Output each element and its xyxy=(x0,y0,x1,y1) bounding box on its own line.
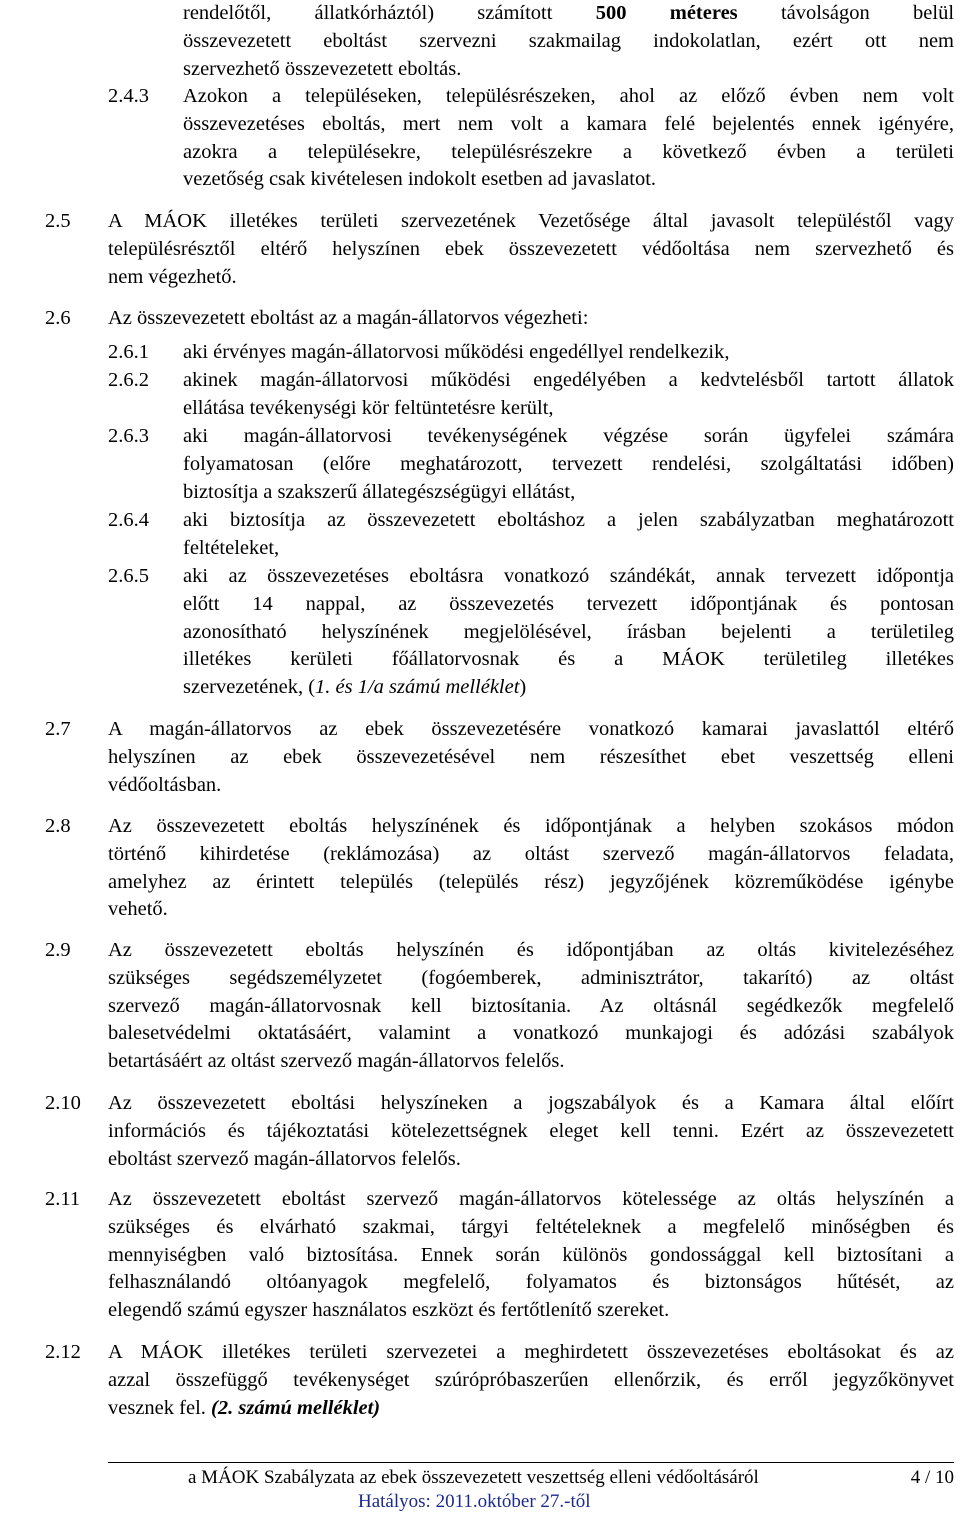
section-2-6-1 xyxy=(108,339,954,367)
text-line: amelyhez az érintett település (település rész) jegyzőjének közreműködése igénybe xyxy=(108,870,954,893)
section-2-6-3 xyxy=(108,423,954,506)
section-number: 2.12 xyxy=(45,1341,81,1363)
text-line: Az összevezetett eboltás helyszínén és időpontjában az oltás kivitelezéséhez xyxy=(108,939,954,961)
text-line: ellátása tevékenységi kör feltüntetésre került, xyxy=(183,396,554,419)
section-number: 2.9 xyxy=(45,939,71,961)
text-line: aki az összevezetéses eboltásra vonatkozó szándékát, annak tervezett időpontja xyxy=(183,565,954,587)
text-line: elegendő számú egyszer használatos eszközt és fertőtlenítő szereket. xyxy=(108,1299,670,1322)
section-number: 2.5 xyxy=(45,210,71,232)
text-line: Az összevezetett eboltási helyszíneken a jogszabályok és a Kamara által előírt xyxy=(108,1092,954,1114)
text-line: szervezetének, (1. és 1/a számú melléklet) xyxy=(183,676,527,699)
section-heading: Az összevezetett eboltást az a magán-állatorvos végezheti: xyxy=(108,307,589,329)
section-2-6 xyxy=(45,305,954,333)
text-line: azzal összefüggő tevékenységet szúrópróbaszerűen ellenőrzik, és erről jegyzőkönyvet xyxy=(108,1368,954,1391)
section-2-5 xyxy=(45,208,954,291)
text-line: feltételeket, xyxy=(183,536,280,559)
text-line: védőoltásban. xyxy=(108,773,222,796)
section-number: 2.6 xyxy=(45,307,71,329)
section-2-10 xyxy=(45,1090,954,1173)
section-2-6-2 xyxy=(108,367,954,423)
text-line: A magán-állatorvos az ebek összevezetésére vonatkozó kamarai javaslattól eltérő xyxy=(108,718,954,740)
text-line: szükséges és elvárható szakmai, tárgyi feltételeknek a megfelelő minőségben és xyxy=(108,1215,954,1238)
section-2-12 xyxy=(45,1339,954,1422)
text-line: vezetőség csak kivételesen indokolt esetben ad javaslatot. xyxy=(183,168,657,191)
text-line: Az összevezetett eboltást szervező magán-állatorvos kötelessége az oltás helyszínén a xyxy=(108,1188,954,1210)
text-line: balesetvédelmi oktatásáért, valamint a vonatkozó munkajogi és adózási szabályok xyxy=(108,1022,954,1045)
section-number: 2.4.3 xyxy=(108,85,149,107)
section-number: 2.6.4 xyxy=(108,509,149,531)
text-line: nem végezhető. xyxy=(108,265,237,288)
text-line: illetékes kerületi főállatorvosnak és a MÁOK területileg illetékes xyxy=(183,648,954,671)
annex-reference: (2. számú melléklet) xyxy=(211,1396,381,1419)
text-line: akinek magán-állatorvosi működési engedélyében a kedvtelésből tartott állatok xyxy=(183,369,954,391)
text-line: azonosítható helyszínének megjelölésével, írásban bejelenti a területileg xyxy=(183,620,954,643)
section-number: 2.11 xyxy=(45,1188,81,1210)
text-line: Azokon a településeken, településrészeken, ahol az előző évben nem volt xyxy=(183,85,954,107)
text-line: aki biztosítja az összevezetett eboltáshoz a jelen szabályzatban meghatározott xyxy=(183,509,954,531)
text-line: betartásáért az oltást szervező magán-állatorvos felelős. xyxy=(108,1050,565,1073)
annex-reference: 1. és 1/a számú melléklet xyxy=(315,676,520,699)
text-line: történő kihirdetése (reklámozása) az oltást szervező magán-állatorvos feladata, xyxy=(108,842,954,865)
section-number: 2.10 xyxy=(45,1092,81,1114)
text-line: A MÁOK illetékes területi szervezetei a meghirdetett összevezetéses eboltásokat és az xyxy=(108,1341,954,1363)
text-line: helyszínen az ebek összevezetésével nem részesíthet ebet veszettség elleni xyxy=(108,745,954,768)
text-line: vehető. xyxy=(108,898,168,921)
section-2-11 xyxy=(45,1186,954,1325)
text-line: folyamatosan (előre meghatározott, tervezett rendelési, szolgáltatási időben) xyxy=(183,452,954,475)
text-line: aki magán-állatorvosi tevékenységének végzése során ügyfelei számára xyxy=(183,425,954,447)
section-number: 2.8 xyxy=(45,815,71,837)
emphasized-distance: 500 méteres xyxy=(595,2,738,24)
text-line: szükséges segédszemélyzetet (fogóemberek, adminisztrátor, takarító) az oltást xyxy=(108,966,954,989)
text-line: biztosítja a szakszerű állategészségügyi ellátást, xyxy=(183,480,576,503)
effective-date: Hatályos: 2011.október 27.-től xyxy=(358,1491,591,1512)
text-line: mennyiségben való biztosítása. Ennek során különös gondossággal kell biztosítani a xyxy=(108,1243,954,1266)
section-2-8 xyxy=(45,813,954,924)
text-line: szervező magán-állatorvosnak kell biztosítania. Az oltásnál segédkezők megfelelő xyxy=(108,994,954,1017)
text-line: Az összevezetett eboltás helyszínének és időpontjának a helyben szokásos módon xyxy=(108,815,954,837)
text-line: településrésztől eltérő helyszínen ebek összevezetett védőoltása nem szervezhető és xyxy=(108,237,954,260)
text-line: A MÁOK illetékes területi szervezetének Vezetősége által javasolt településtől vagy xyxy=(108,210,954,232)
section-number: 2.7 xyxy=(45,718,71,740)
text-line: összevezetett eboltást szervezni szakmailag indokolatlan, ezért ott nem xyxy=(183,29,954,52)
section-2-6-5 xyxy=(108,563,954,702)
section-number: 2.6.2 xyxy=(108,369,149,391)
footer-title: a MÁOK Szabályzata az ebek összevezetett veszettség elleni védőoltásáról xyxy=(188,1467,759,1488)
text-line: aki érvényes magán-állatorvosi működési engedéllyel rendelkezik, xyxy=(183,341,730,363)
page-number: 4 / 10 xyxy=(910,1467,954,1488)
footer-divider xyxy=(108,1462,954,1463)
text-line: szervezhető összevezetett eboltás. xyxy=(183,57,462,80)
section-2-6-4 xyxy=(108,507,954,563)
text-line: információs és tájékoztatási kötelezettségnek eleget kell tenni. Ezért az összevezetett xyxy=(108,1119,954,1142)
text-line: felhasználandó oltóanyagok megfelelő, folyamatos és biztonságos hűtését, az xyxy=(108,1271,954,1294)
section-2-7 xyxy=(45,716,954,799)
page-footer xyxy=(108,1466,954,1512)
text-line: vesznek fel. (2. számú melléklet) xyxy=(108,1396,381,1419)
section-number: 2.6.5 xyxy=(108,565,149,587)
text-line: eboltást szervező magán-állatorvos felelős. xyxy=(108,1147,461,1170)
section-number: 2.6.1 xyxy=(108,341,149,363)
text-line: rendelőtől, állatkórháztól) számított 500 méteres távolságon belül xyxy=(183,2,955,24)
section-number: 2.6.3 xyxy=(108,425,149,447)
text-line: előtt 14 nappal, az összevezetés tervezett időpontjának és pontosan xyxy=(183,592,954,615)
section-2-9 xyxy=(45,937,954,1076)
intro-paragraph xyxy=(183,0,954,83)
section-2-4-3 xyxy=(108,83,954,194)
text-line: összevezetéses eboltás, mert nem volt a kamara felé bejelentés ennek igényére, xyxy=(183,112,954,135)
text-line: azokra a településekre, településrészekre a következő évben a területi xyxy=(183,140,954,163)
